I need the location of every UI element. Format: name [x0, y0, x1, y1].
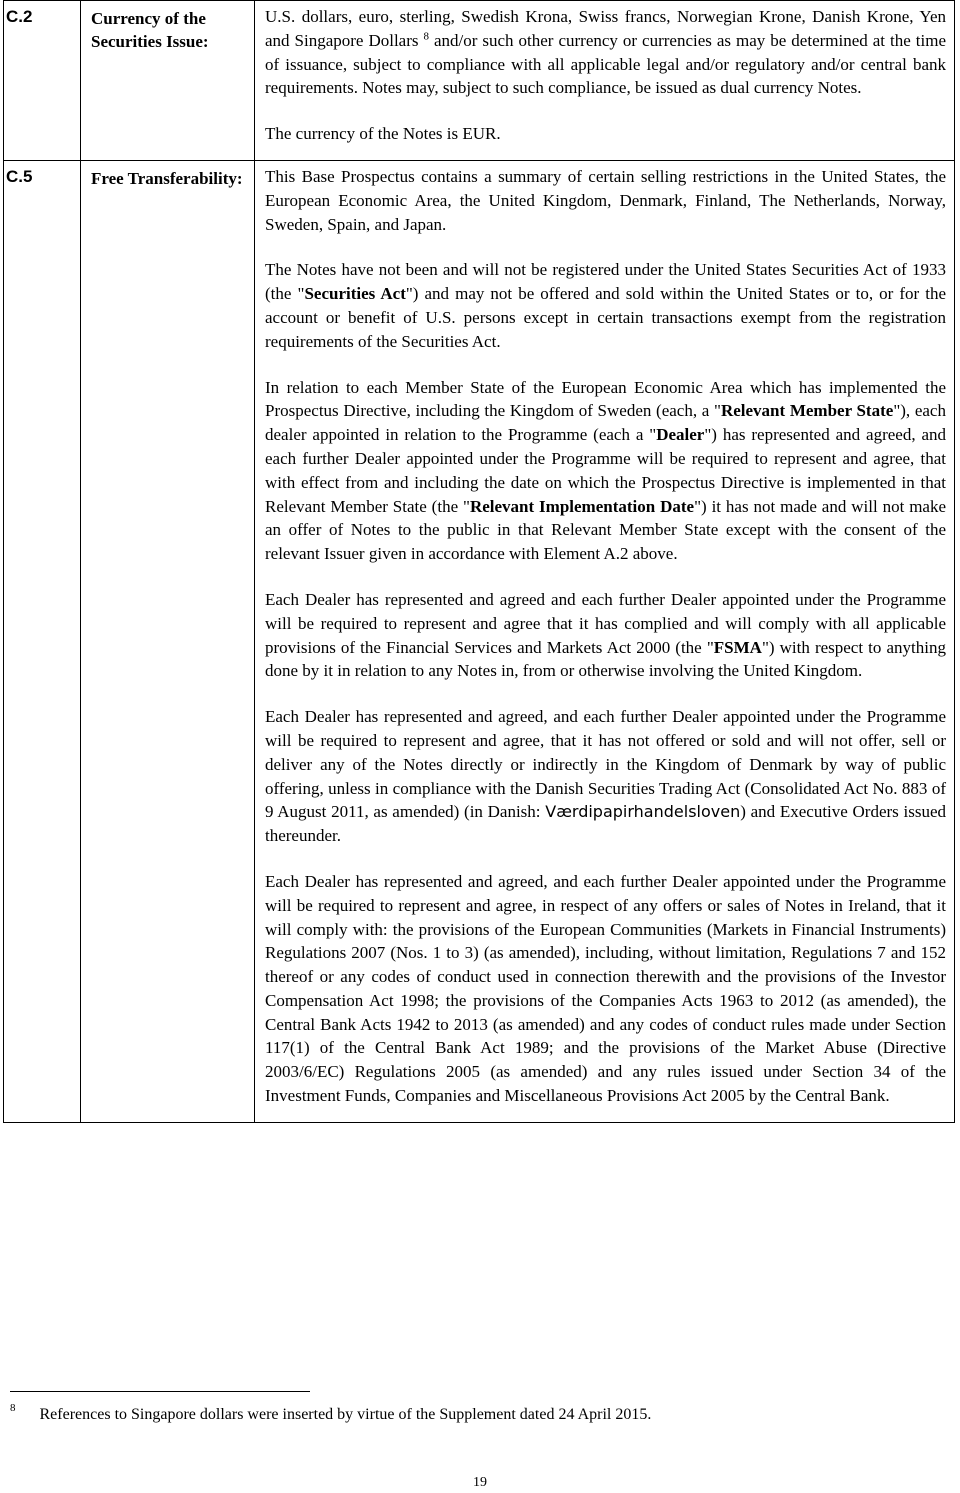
paragraph-text: and/or such other currency or currencies as may be determined at the time of issuance, subject to compliance with all applicable legal and/or regulatory and/or central bank requirements. Notes may, subject to such compliance, be issued as dual currency Notes.	[265, 30, 946, 98]
paragraph	[265, 705, 946, 848]
paragraph-text: ") with respect to anything done by it in relation to any Notes in, from or otherwise involving the United Kingdom.	[265, 637, 946, 681]
defined-term: Relevant Implementation Date	[469, 496, 695, 516]
paragraph-text: ") and may not be offered and sold within the United States or to, or for the account or benefit of U.S. persons except in certain transactions exempt from the registration requirements of the Securities Act.	[265, 284, 947, 351]
footnote-mark: 8	[10, 1402, 16, 1414]
summary-table	[3, 0, 955, 1123]
paragraph: This Base Prospectus contains a summary of certain selling restrictions in the United States, the European Economic Area, the United Kingdom, Denmark, Finland, The Netherlands, Norway, Sweden, Spain, and Japan.	[265, 166, 946, 234]
paragraph-text: ) and Executive Orders issued thereunder.	[265, 802, 947, 846]
element-label: Currency of the Securities Issue:	[91, 9, 209, 51]
footnote-text: References to Singapore dollars were inserted by virtue of the Supplement dated 24 April 2015.	[39, 1406, 652, 1423]
paragraph-text: Each Dealer has represented and agreed and each further Dealer appointed under the Programme will be required to represent and agree that it has complied and will comply with all applicable provisions of the Financial Services and Markets Act 2000 (the "	[265, 589, 946, 657]
element-id: C.2	[6, 7, 33, 26]
element-label: Free Transferability:	[91, 168, 243, 188]
paragraph	[265, 5, 946, 100]
paragraph-text: The Notes have not been and will not be registered under the United States Securities Act of 1933 (the "	[265, 260, 946, 304]
table-row	[4, 1, 955, 161]
defined-term: Securities Act	[304, 284, 406, 304]
paragraph: The currency of the Notes is EUR.	[265, 124, 501, 144]
element-body-cell	[255, 1, 955, 161]
defined-term: Relevant Member State	[720, 401, 894, 421]
paragraph-text: ") it has not made and will not make an offer of Notes to the public in that Relevant Member State except with the consent of the relevant Issuer given in accordance with Element A.2 above.	[265, 496, 947, 564]
footnote-reference: 8	[423, 30, 429, 43]
paragraph-text: U.S. dollars, euro, sterling, Swedish Krona, Swiss francs, Norwegian Krone, Danish Krone, Yen and Singapore Dollars	[265, 7, 946, 50]
table-row	[4, 160, 955, 1122]
footnote-separator	[10, 1391, 310, 1392]
defined-term: Dealer	[656, 425, 705, 445]
element-body-cell	[255, 160, 955, 1122]
paragraph-text: "), each dealer appointed in relation to the Programme (each a "	[265, 401, 946, 445]
element-id: C.5	[6, 166, 33, 186]
element-id-cell	[4, 160, 81, 1122]
paragraph	[265, 376, 946, 566]
paragraph-text: ") has represented and agreed, and each further Dealer appointed under the Programme will be required to represent and agree, that with effect from and including the date on which the Prospectus Directive is implemented in that Relevant Member State (the "	[265, 425, 946, 516]
defined-term: FSMA	[713, 637, 762, 657]
paragraph	[265, 588, 946, 683]
paragraph-text: In relation to each Member State of the European Economic Area which has implemented the Prospectus Directive, including the Kingdom of Sweden (each, a "	[265, 377, 946, 421]
paragraph: Each Dealer has represented and agreed, and each further Dealer appointed under the Programme will be required to represent and agree, in respect of any offers or sales of Notes in Ireland, that it will comply with: the provisions of the European Communities (Markets in Financial Instruments) Regulations 2007 (Nos. 1 to 3) (as amended), including, without limitation, Regulations 7 and 152 thereof or any codes of conduct used in connection therewith and the provisions of the Investor Compensation Act 1998; the provisions of the Companies Acts 1963 to 2012 (as amended), the Central Bank Acts 1942 to 2013 (as amended) and any codes of conduct rules made under Section 117(1) of the Central Bank Act 1989; and the provisions of the Market Abuse (Directive 2003/6/EC) Regulations 2005 (as amended) and any rules issued under Section 34 of the Investment Funds, Companies and Miscellaneous Provisions Act 2005 by the Central Bank.	[265, 871, 946, 1106]
footnote	[10, 1404, 651, 1427]
element-id-cell	[4, 1, 81, 161]
element-label-cell	[81, 1, 255, 161]
paragraph	[265, 258, 946, 353]
element-body	[255, 161, 954, 1122]
page-number: 19	[473, 1475, 487, 1490]
element-body	[255, 1, 954, 160]
paragraph-text: Each Dealer has represented and agreed, and each further Dealer appointed under the Programme will be required to represent and agree, that it has not offered or sold and will not offer, sell or deliver any of the Notes directly or indirectly in the Kingdom of Denmark by way of public offering, unless in compliance with the Danish Securities Trading Act (Consolidated Act No. 883 of 9 August 2011, as amended) (in Danish:	[265, 707, 946, 822]
element-label-cell	[81, 160, 255, 1122]
danish-term: Værdipapirhandelsloven	[545, 802, 741, 822]
